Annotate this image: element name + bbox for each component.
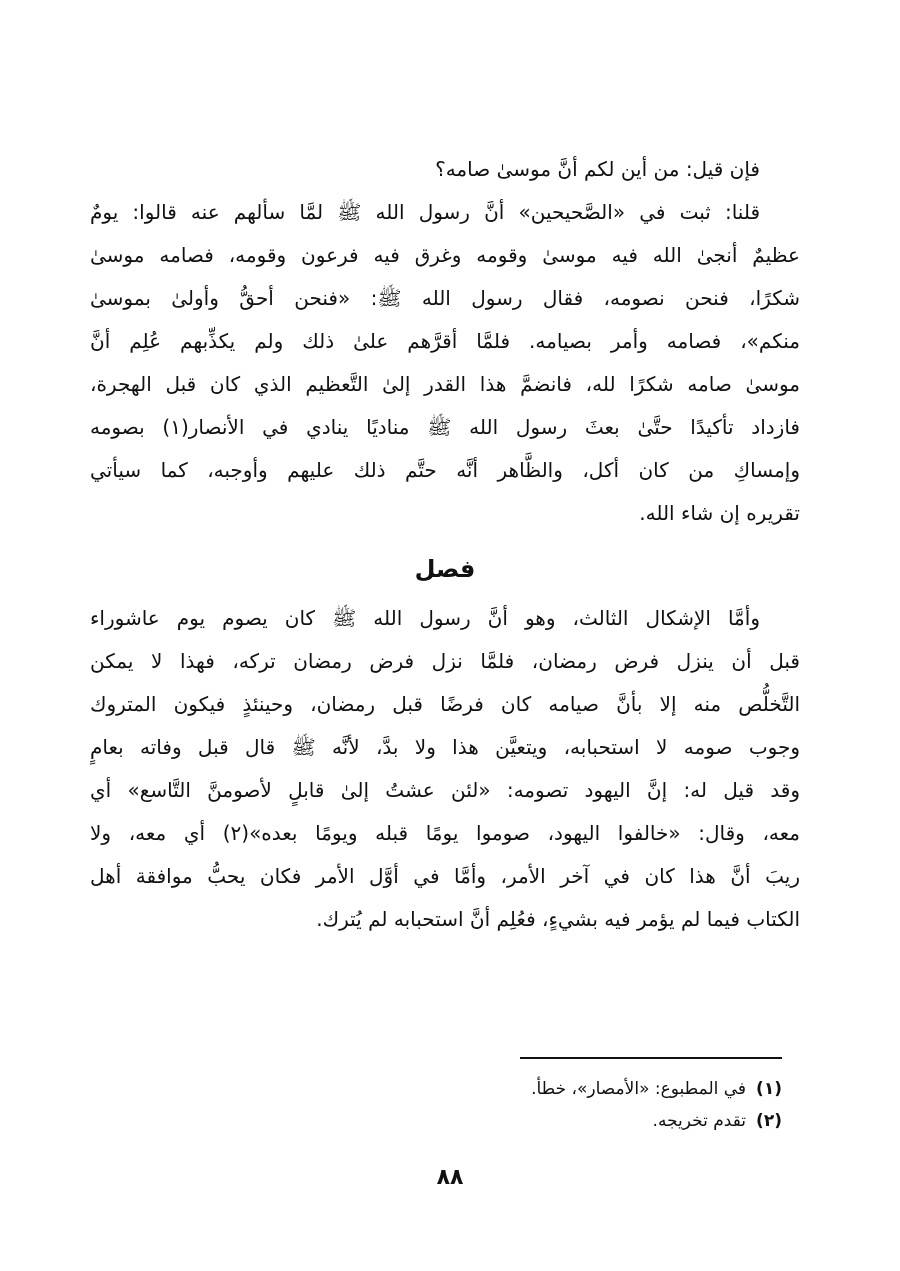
footnote-number: (١) bbox=[756, 1079, 782, 1099]
footnotes bbox=[102, 1073, 782, 1137]
question-line: فإن قيل: من أين لكم أنَّ موسىٰ صامه؟ bbox=[435, 157, 760, 181]
footnote-item bbox=[102, 1073, 782, 1105]
paragraph-line: معه، وقال: «خالفوا اليهود، صوموا يومًا قبله ويومًا بعده»(٢) أي معه، ولا bbox=[90, 821, 800, 845]
paragraph-line: شكرًا، فنحن نصومه، فقال رسول الله ﷺ: «فنحن أحقُّ وأولىٰ بموسىٰ bbox=[90, 286, 800, 310]
footnote-text: في المطبوع: «الأمصار»، خطأ. bbox=[531, 1079, 747, 1099]
paragraph-line: الكتاب فيما لم يؤمر فيه بشيءٍ، فعُلِم أنَّ استحبابه لم يُترك. bbox=[316, 907, 800, 931]
paragraph-line: وقد قيل له: إنَّ اليهود تصومه: «لئن عشتُ إلىٰ قابلٍ لأصومنَّ التَّاسع» أي bbox=[90, 778, 800, 802]
footnote-number: (٢) bbox=[756, 1111, 782, 1131]
paragraph-line: وإمساكِ من كان أكل، والظَّاهر أنَّه حتَّم ذلك عليهم وأوجبه، كما سيأتي bbox=[90, 458, 800, 482]
paragraph-line: التَّخلُّص منه إلا بأنَّ صيامه كان فرضًا قبل رمضان، وحينئذٍ فيكون المتروك bbox=[90, 692, 800, 716]
answer-paragraph bbox=[90, 191, 800, 535]
paragraph-line: وأمَّا الإشكال الثالث، وهو أنَّ رسول الله ﷺ كان يصوم يوم عاشوراء bbox=[90, 606, 760, 630]
paragraph-line: موسىٰ صامه شكرًا لله، فانضمَّ هذا القدر إلىٰ التَّعظيم الذي كان قبل الهجرة، bbox=[90, 372, 800, 396]
paragraph-line: عظيمٌ أنجىٰ الله فيه موسىٰ وقومه وغرق فيه فرعون وقومه، فصامه موسىٰ bbox=[90, 243, 800, 267]
paragraph-line: قلنا: ثبت في «الصَّحيحين» أنَّ رسول الله ﷺ لمَّا سألهم عنه قالوا: يومٌ bbox=[90, 200, 760, 224]
paragraph-line: تقريره إن شاء الله. bbox=[639, 501, 800, 525]
paragraph-line: قبل أن ينزل فرض رمضان، فلمَّا نزل فرض رمضان تركه، فهذا لا يمكن bbox=[90, 649, 800, 673]
third-issue-paragraph bbox=[90, 597, 800, 941]
footnote-divider bbox=[520, 1057, 782, 1059]
main-text bbox=[90, 148, 800, 941]
footnote-item bbox=[102, 1105, 782, 1137]
paragraph-line: وجوب صومه لا استحبابه، ويتعيَّن هذا ولا بدَّ، لأنَّه ﷺ قال قبل وفاته بعامٍ bbox=[90, 735, 800, 759]
page-number: ٨٨ bbox=[436, 1165, 464, 1190]
section-heading: فصل bbox=[414, 555, 476, 583]
paragraph-line: منكم»، فصامه وأمر بصيامه. فلمَّا أقرَّهم علىٰ ذلك ولم يكذِّبهم عُلِم أنَّ bbox=[90, 329, 800, 353]
footnote-text: تقدم تخريجه. bbox=[652, 1111, 747, 1131]
paragraph-line: ريبَ أنَّ هذا كان في آخر الأمر، وأمَّا في أوَّل الأمر فكان يحبُّ موافقة أهل bbox=[90, 864, 800, 888]
paragraph-line: فازداد تأكيدًا حتَّىٰ بعثَ رسول الله ﷺ مناديًا ينادي في الأنصار(١) بصومه bbox=[90, 415, 800, 439]
